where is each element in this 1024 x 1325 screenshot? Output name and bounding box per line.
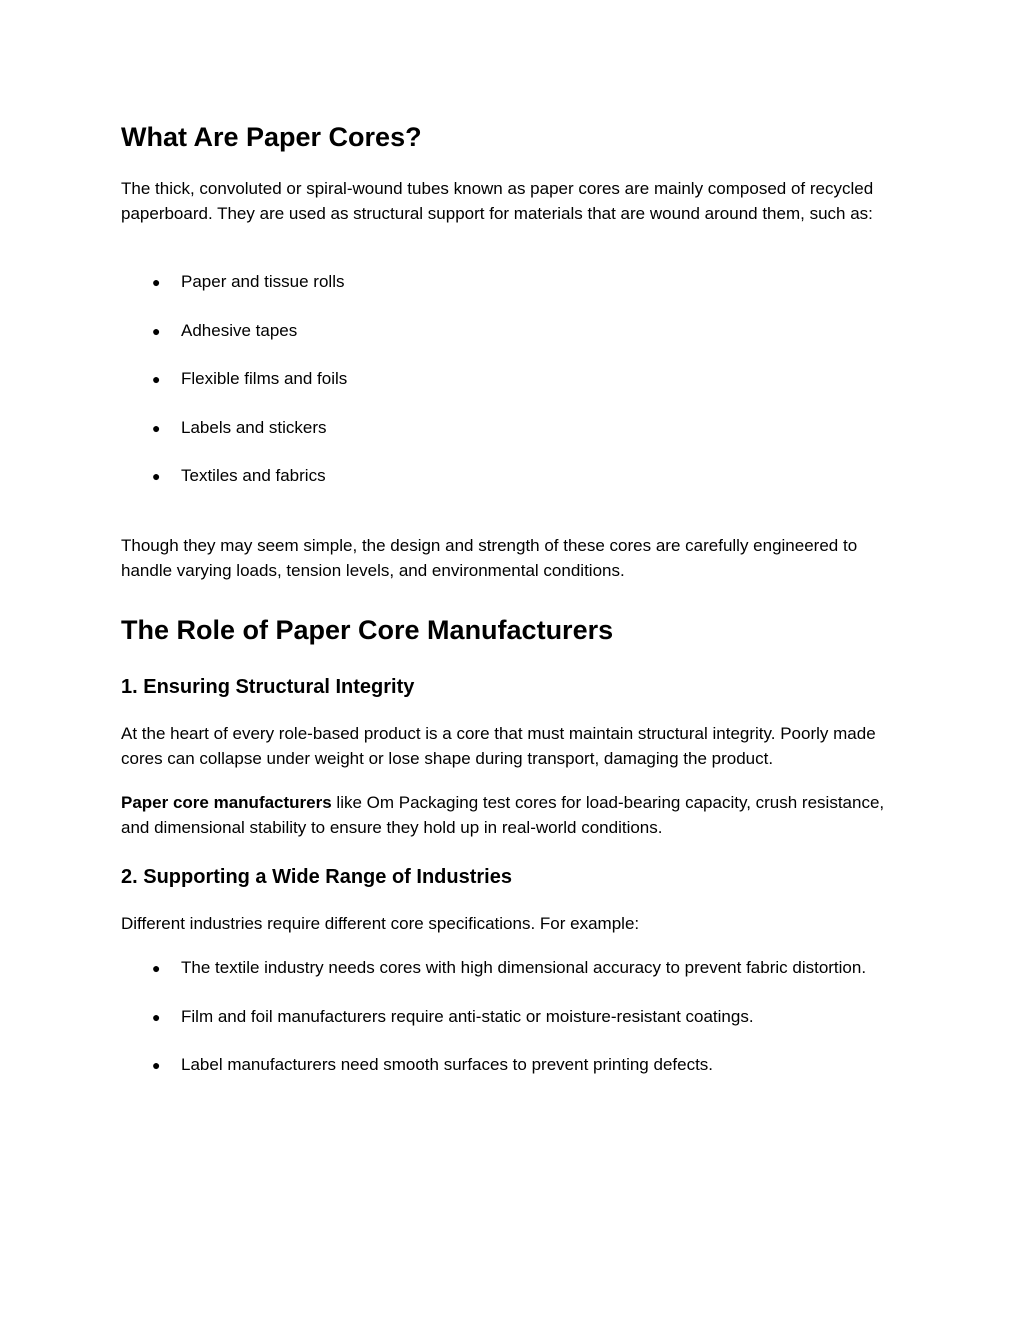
bullet-icon: ● [152,419,161,436]
bullet-icon: ● [152,274,161,290]
list-item: ● Flexible films and foils [121,367,911,392]
list-item: ● Labels and stickers [121,416,911,441]
bullet-icon: ● [152,371,161,387]
heading-role-of-manufacturers: The Role of Paper Core Manufacturers [121,615,614,645]
list-item: ● Paper and tissue rolls [121,270,911,295]
list-item: ● The textile industry needs cores with high dimensional accuracy to prevent fabric distortion. [121,956,911,981]
intro-paragraph: The thick, convoluted or spiral-wound tubes known as paper cores are mainly composed of recycled paperboard. They are used as structural support for materials that are wound around them, such as: [121,179,874,223]
bullet-icon: ● [152,960,161,976]
bullet-icon: ● [152,1008,161,1025]
closing-paragraph: Though they may seem simple, the design and strength of these cores are carefully engineered to handle varying loads, tension levels, and environmental conditions. [121,536,858,580]
list-item: ● Label manufacturers need smooth surfaces to prevent printing defects. [121,1053,911,1078]
manufacturers-testing-paragraph: Paper core manufacturers like Om Packaging test cores for load-bearing capacity, crush resistance, and dimensional stability to ensure they hold up in real-world conditions. [121,793,885,837]
structural-integrity-paragraph: At the heart of every role-based product is a core that must maintain structural integrity. Poorly made cores can collapse under weight or lose shape during transport, damaging the product. [121,724,876,768]
subheading-structural-integrity: 1. Ensuring Structural Integrity [121,676,415,698]
list-item: ● Textiles and fabrics [121,464,911,489]
subheading-industries: 2. Supporting a Wide Range of Industries [121,866,512,888]
industries-intro-paragraph: Different industries require different core specifications. For example: [121,914,640,933]
list-item: ● Film and foil manufacturers require anti-static or moisture-resistant coatings. [121,1005,911,1030]
heading-what-are-paper-cores: What Are Paper Cores? [121,122,422,152]
bold-term: Paper core manufacturers [121,793,332,812]
bullet-icon: ● [152,322,161,339]
list-item: ● Adhesive tapes [121,319,911,344]
bullet-icon: ● [152,1057,161,1073]
materials-list [121,270,911,489]
bullet-icon: ● [152,468,161,484]
industries-list [121,956,911,1078]
